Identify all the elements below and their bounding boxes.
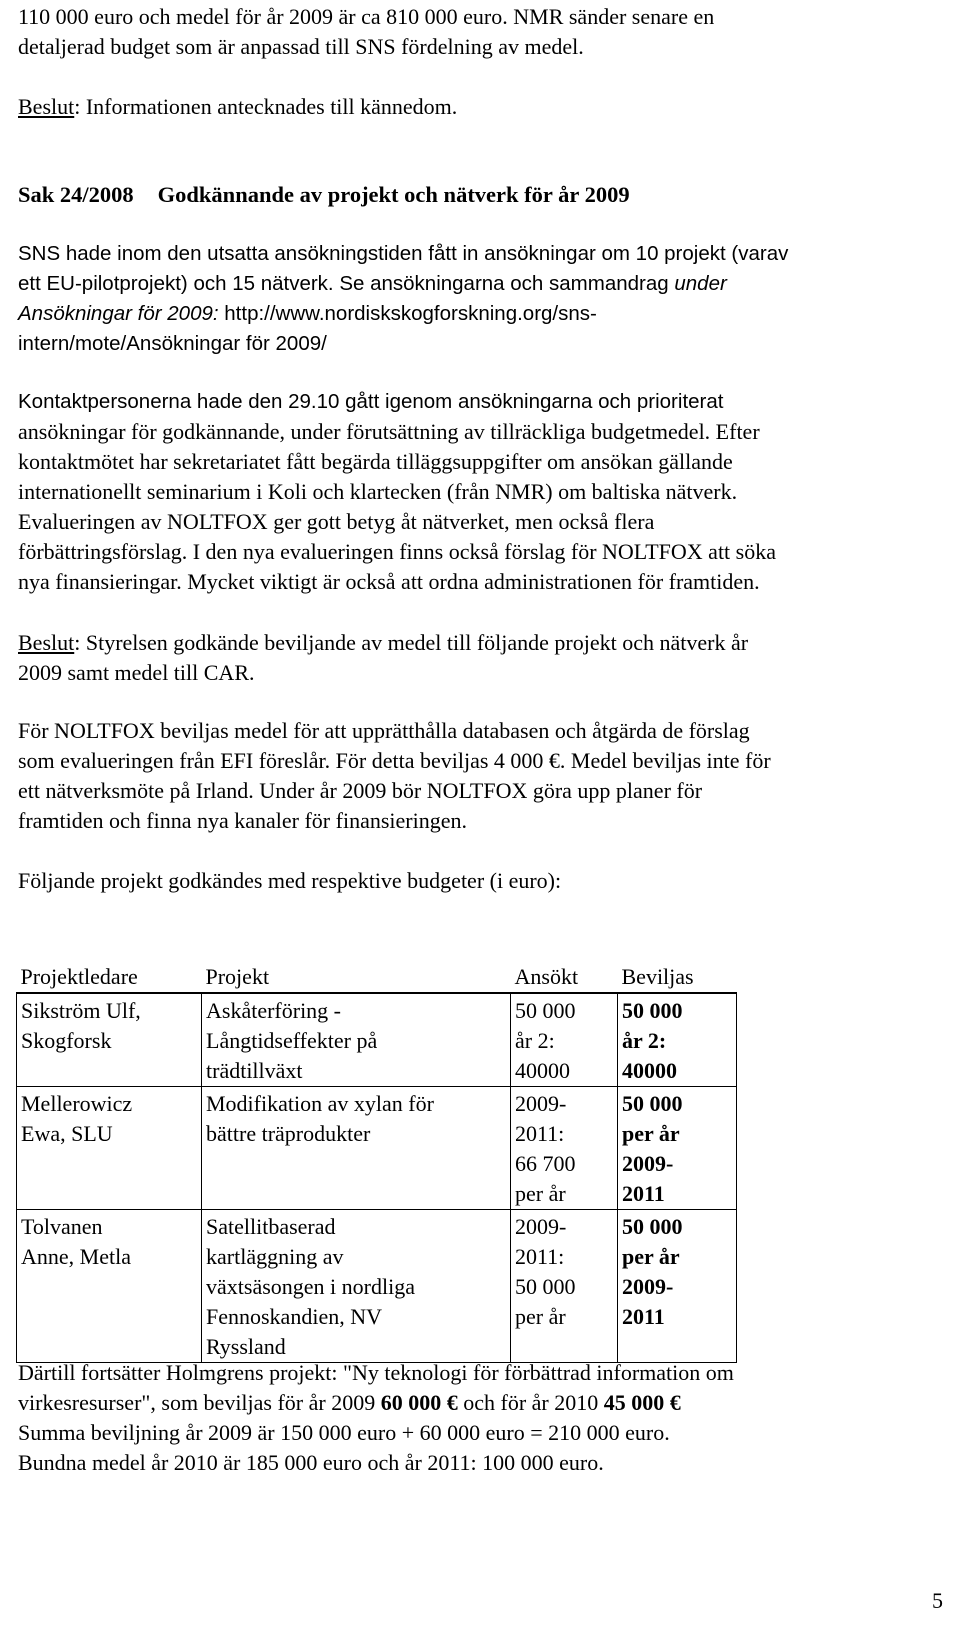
cell-applied xyxy=(511,993,618,1087)
cell-leader xyxy=(17,1087,202,1210)
cell-line: Modifikation av xylan för xyxy=(206,1091,434,1116)
cell-line: 2009- xyxy=(515,1091,567,1116)
column-header-applied: Ansökt xyxy=(514,964,579,989)
column-header-project: Projekt xyxy=(205,964,270,989)
url-link[interactable]: http://www.nordiskskogforskning.org/sns- xyxy=(218,302,597,325)
cell-line: bättre träprodukter xyxy=(206,1121,371,1146)
column-header-leader: Projektledare xyxy=(20,964,138,989)
cell-line: 66 700 xyxy=(515,1151,576,1176)
paragraph-line: Evalueringen av NOLTFOX ger gott betyg åt nätverket, men också flera xyxy=(18,509,655,534)
cell-line: år 2: xyxy=(515,1028,555,1053)
paragraph-line: internationellt seminarium i Koli och klartecken (från NMR) om baltiska nätverk. xyxy=(18,479,738,504)
paragraph-line: Därtill fortsätter Holmgrens projekt: "Ny teknologi för förbättrad information om xyxy=(18,1360,734,1385)
paragraph-line: ansökningar för godkännande, under förutsättning av tillräckliga budgetmedel. Efter xyxy=(18,419,760,444)
page-number: 5 xyxy=(932,1588,943,1613)
table-row xyxy=(17,993,737,1087)
cell-line: Långtidseffekter på xyxy=(206,1028,378,1053)
cell-line: 2009- xyxy=(515,1214,567,1239)
cell-granted xyxy=(618,1087,737,1210)
line-part: virkesresurser", som beviljas för år 2009 xyxy=(18,1390,381,1415)
cell-line: 2011: xyxy=(515,1121,565,1146)
paragraph-line xyxy=(18,269,727,299)
decision-line xyxy=(18,92,457,122)
paragraph-line: Summa beviljning år 2009 är 150 000 euro + 60 000 euro = 210 000 euro. xyxy=(18,1420,670,1445)
cell-line: 50 000 xyxy=(622,998,683,1023)
cell-line: Ryssland xyxy=(206,1334,286,1359)
cell-line: 2011 xyxy=(622,1181,665,1206)
cell-applied xyxy=(511,1210,618,1363)
paragraph-line: För NOLTFOX beviljas medel för att upprätthålla databasen och åtgärda de förslag xyxy=(18,718,750,743)
table-row xyxy=(17,1087,737,1210)
cell-line: per år xyxy=(622,1244,680,1269)
paragraph-line: som evalueringen från EFI föreslår. För detta beviljas 4 000 €. Medel beviljas inte för xyxy=(18,748,771,773)
paragraph-line: Följande projekt godkändes med respektive budgeter (i euro): xyxy=(18,868,562,893)
paragraph-line: detaljerad budget som är anpassad till SNS fördelning av medel. xyxy=(18,34,584,59)
line-part-italic: Ansökningar för 2009: xyxy=(18,302,219,325)
paragraph-line: förbättringsförslag. I den nya evalueringen finns också förslag för NOLTFOX att söka xyxy=(18,539,776,564)
cell-line: trädtillväxt xyxy=(206,1058,303,1083)
amount-bold: 45 000 € xyxy=(603,1390,681,1415)
url-link-continued[interactable]: intern/mote/Ansökningar för 2009/ xyxy=(18,332,327,355)
table-row xyxy=(17,1210,737,1363)
cell-line: Satellitbaserad xyxy=(206,1214,336,1239)
budget-table xyxy=(16,962,737,1363)
cell-line: 40000 xyxy=(622,1058,677,1083)
cell-line: Sikström Ulf, xyxy=(21,998,141,1023)
cell-line: Fennoskandien, NV xyxy=(206,1304,382,1329)
line-part: ett EU-pilotprojekt) och 15 nätverk. xyxy=(18,272,334,295)
section-title: Godkännande av projekt och nätverk för år 2009 xyxy=(157,182,630,207)
paragraph-line xyxy=(18,1388,681,1418)
cell-line: 2009- xyxy=(622,1151,674,1176)
paragraph-line: nya finansieringar. Mycket viktigt är också att ordna administrationen för framtiden. xyxy=(18,569,760,594)
decision-label: Beslut xyxy=(18,94,75,119)
cell-line: per år xyxy=(515,1304,566,1329)
paragraph-line: SNS hade inom den utsatta ansökningstiden fått in ansökningar om 10 projekt (varav xyxy=(18,242,789,265)
cell-applied xyxy=(511,1087,618,1210)
cell-line: 40000 xyxy=(515,1058,570,1083)
decision-line xyxy=(18,628,748,658)
paragraph-line: 2009 samt medel till CAR. xyxy=(18,660,255,685)
cell-project xyxy=(202,1087,511,1210)
decision-text: : Styrelsen godkände beviljande av medel till följande projekt och nätverk år xyxy=(74,630,749,655)
paragraph-line: Kontaktpersonerna hade den 29.10 gått igenom ansökningarna och prioriterat xyxy=(18,390,724,413)
cell-line: 2011 xyxy=(622,1304,665,1329)
cell-granted xyxy=(618,1210,737,1363)
amount-bold: 60 000 € xyxy=(380,1390,458,1415)
cell-line: 50 000 xyxy=(515,998,576,1023)
cell-project xyxy=(202,1210,511,1363)
paragraph-line: Bundna medel år 2010 är 185 000 euro och år 2011: 100 000 euro. xyxy=(18,1450,604,1475)
cell-line: år 2: xyxy=(622,1028,667,1053)
line-part: Se ansökningarna och sammandrag xyxy=(333,272,675,295)
cell-line: Ewa, SLU xyxy=(21,1121,113,1146)
cell-granted xyxy=(618,993,737,1087)
cell-line: växtsäsongen i nordliga xyxy=(206,1274,415,1299)
cell-line: Anne, Metla xyxy=(21,1244,131,1269)
cell-leader xyxy=(17,1210,202,1363)
cell-line: 2009- xyxy=(622,1274,674,1299)
paragraph-line xyxy=(18,299,597,329)
section-heading xyxy=(18,180,630,210)
paragraph-line: ett nätverksmöte på Irland. Under år 2009 bör NOLTFOX göra upp planer för xyxy=(18,778,703,803)
decision-text: : Informationen antecknades till kännedom. xyxy=(74,94,458,119)
cell-line: 50 000 xyxy=(515,1274,576,1299)
cell-line: 50 000 xyxy=(622,1091,683,1116)
cell-line: Tolvanen xyxy=(21,1214,103,1239)
line-part: och för år 2010 xyxy=(457,1390,604,1415)
line-part-italic: under xyxy=(674,272,727,295)
paragraph-line: kontaktmötet har sekretariatet fått begärda tilläggsuppgifter om ansökan gällande xyxy=(18,449,733,474)
paragraph-line: 110 000 euro och medel för år 2009 är ca 810 000 euro. NMR sänder senare en xyxy=(18,4,715,29)
cell-line: kartläggning av xyxy=(206,1244,344,1269)
column-header-granted: Beviljas xyxy=(621,964,694,989)
cell-project xyxy=(202,993,511,1087)
cell-line: Mellerowicz xyxy=(21,1091,133,1116)
cell-line: Askåterföring - xyxy=(206,998,342,1023)
cell-line: per år xyxy=(515,1181,566,1206)
section-number: Sak 24/2008 xyxy=(18,182,134,207)
decision-label: Beslut xyxy=(18,630,75,655)
cell-line: per år xyxy=(622,1121,680,1146)
cell-line: Skogforsk xyxy=(21,1028,112,1053)
paragraph-line: framtiden och finna nya kanaler för finansieringen. xyxy=(18,808,467,833)
cell-line: 2011: xyxy=(515,1244,565,1269)
cell-line: 50 000 xyxy=(622,1214,683,1239)
cell-leader xyxy=(17,993,202,1087)
table-header-row xyxy=(17,962,737,993)
